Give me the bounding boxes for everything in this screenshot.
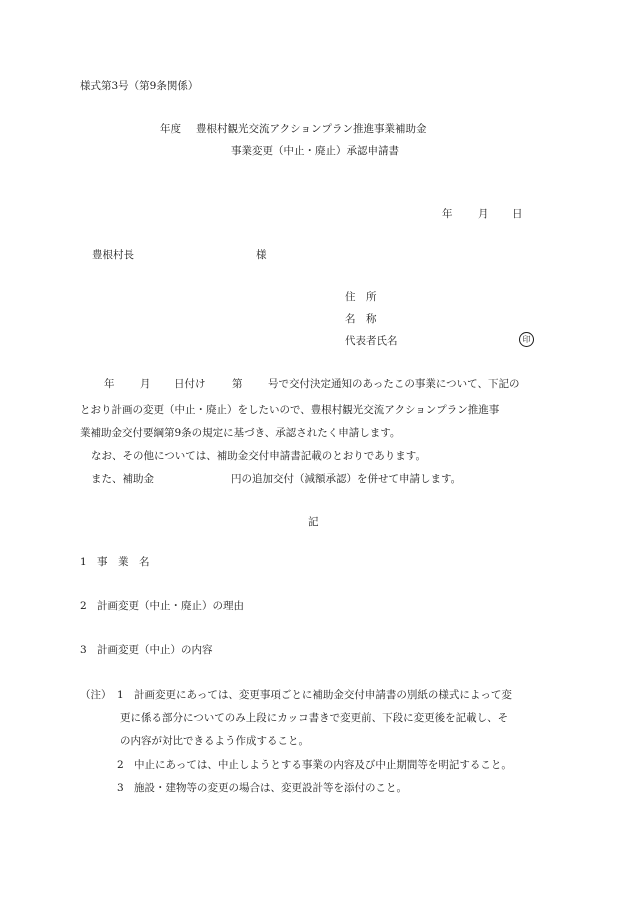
addressee-name: 豊根村長 (92, 249, 134, 261)
body-dai: 第 (232, 378, 243, 390)
item-2-text: 計画変更（中止・廃止）の理由 (97, 600, 244, 612)
item-2-number: 2 (80, 600, 87, 612)
item-3-text: 計画変更（中止）の内容 (97, 644, 213, 656)
body-year: 年 (104, 378, 115, 390)
ki-heading: 記 (308, 516, 319, 528)
title-fiscal-year: 年度 (160, 123, 181, 135)
applicant-address-label: 住 所 (345, 291, 377, 303)
date-year: 年 (442, 208, 453, 220)
date-month: 月 (478, 208, 489, 220)
body-line-3: 業補助金交付要綱第9条の規定に基づき、承認されたく申請します。 (80, 427, 401, 439)
title-document-name: 事業変更（中止・廃止）承認申請書 (231, 145, 399, 157)
item-3-number: 3 (80, 644, 87, 656)
body-paragraph-additional-a: また、補助金 (91, 473, 154, 485)
notes-label: （注） (80, 689, 112, 701)
note-3-number: 3 (117, 782, 124, 794)
note-3-text: 施設・建物等の変更の場合は、変更設計等を添付のこと。 (134, 782, 407, 794)
item-1-number: 1 (80, 556, 87, 568)
body-line-2: とおり計画の変更（中止・廃止）をしたいので、豊根村観光交流アクションプラン推進事 (80, 404, 500, 416)
form-number: 様式第3号（第9条関係） (80, 80, 199, 92)
title-program-name: 豊根村観光交流アクションプラン推進事業補助金 (196, 123, 427, 135)
note-1-line-2: 更に係る部分についてのみ上段にカッコ書きで変更前、下段に変更後を記載し、そ (120, 712, 509, 724)
applicant-name-label: 名 称 (345, 313, 377, 325)
seal-mark: 印 (519, 332, 534, 347)
note-2-number: 2 (117, 759, 124, 771)
note-1-number: 1 (117, 689, 124, 701)
applicant-representative-label: 代表者氏名 (345, 335, 398, 347)
body-date: 日付け (174, 378, 206, 390)
note-1-line-1: 計画変更にあっては、変更事項ごとに補助金交付申請書の別紙の様式によって変 (134, 689, 512, 701)
body-go: 号で交付決定通知のあったこの事業について、下記の (268, 378, 520, 390)
addressee-honorific: 様 (256, 249, 267, 261)
body-month: 月 (140, 378, 151, 390)
date-day: 日 (512, 208, 523, 220)
note-2-text: 中止にあっては、中止しようとする事業の内容及び中止期間等を明記すること。 (134, 759, 512, 771)
note-1-line-3: の内容が対比できるよう作成すること。 (120, 735, 309, 747)
body-paragraph-additional-b: 円の追加交付（減額承認）を併せて申請します。 (231, 473, 462, 485)
body-paragraph-other: なお、その他については、補助金交付申請書記載のとおりであります。 (91, 450, 426, 462)
item-1-text: 事 業 名 (97, 556, 150, 568)
